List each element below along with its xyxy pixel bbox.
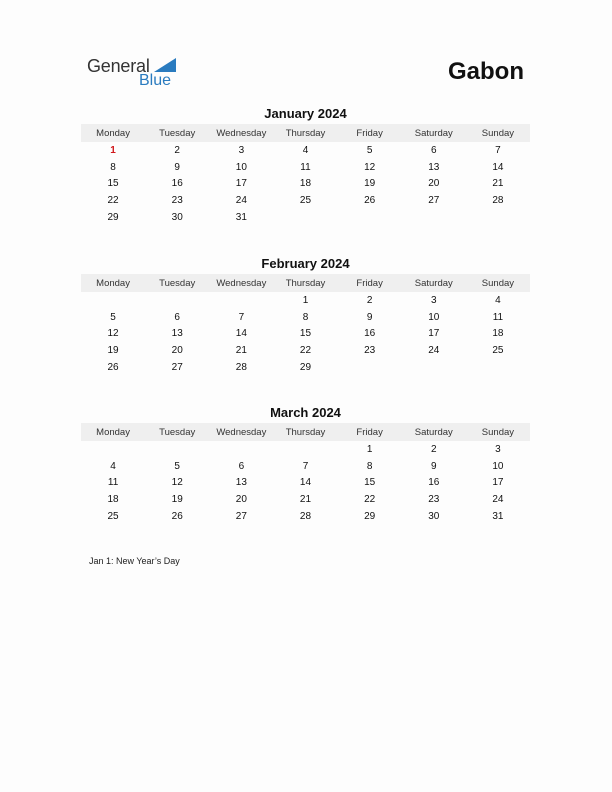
day-cell: 29 (299, 362, 312, 374)
day-cell: 26 (171, 511, 183, 523)
week-row (81, 159, 530, 176)
day-cell: 4 (302, 144, 309, 156)
month-february (81, 256, 530, 376)
month-title: March 2024 (270, 405, 341, 420)
day-cell: 11 (300, 161, 311, 173)
day-cell: 20 (235, 494, 247, 506)
day-cell: 24 (428, 345, 440, 357)
day-cell: 30 (171, 212, 183, 224)
day-cell: 28 (235, 362, 247, 374)
day-cell: 8 (110, 161, 116, 173)
day-cell: 16 (428, 477, 440, 489)
day-cell: 28 (299, 511, 312, 523)
day-cell: 27 (171, 362, 183, 374)
day-cell: 24 (235, 195, 247, 207)
day-cell: 13 (171, 328, 183, 340)
weekday-label: Sunday (481, 277, 515, 289)
day-cell: 7 (238, 311, 245, 323)
weekday-label: Monday (96, 277, 130, 289)
day-cell: 9 (366, 311, 373, 323)
day-cell: 9 (430, 460, 437, 472)
day-cell: 15 (364, 477, 376, 489)
day-cell: 27 (428, 195, 440, 207)
day-cell: 7 (495, 144, 501, 156)
weekday-label: Tuesday (159, 426, 196, 438)
weekday-header-row (81, 274, 530, 292)
day-cell: 11 (492, 311, 504, 323)
day-cell: 19 (107, 345, 119, 357)
weekday-label: Friday (356, 277, 383, 289)
weekday-label: Sunday (481, 127, 515, 139)
day-cell: 25 (492, 345, 504, 357)
day-cell: 31 (492, 511, 504, 523)
day-cell: 15 (107, 178, 119, 190)
weekday-header-row (81, 423, 530, 441)
day-cell: 6 (430, 144, 437, 156)
logo-blue-text: Blue (139, 72, 172, 89)
week-row (81, 491, 530, 508)
holiday-note: Jan 1: New Year’s Day (89, 556, 180, 566)
week-row (81, 508, 530, 525)
day-cell: 3 (495, 443, 501, 455)
day-cell: 26 (364, 195, 376, 207)
week-row (81, 475, 530, 492)
day-cell: 14 (299, 477, 312, 489)
day-cell: 5 (110, 311, 116, 323)
week-row (81, 192, 530, 209)
month-january (81, 106, 530, 226)
day-cell: 10 (428, 311, 440, 323)
weekday-label: Saturday (414, 277, 453, 289)
day-cell: 17 (235, 178, 247, 190)
brand-logo (87, 56, 187, 96)
day-cell: 21 (492, 178, 504, 190)
weekday-label: Thursday (285, 277, 326, 289)
day-cell: 12 (364, 161, 376, 173)
weekday-header-row (81, 124, 530, 142)
day-cell: 19 (171, 494, 183, 506)
day-cell: 23 (171, 195, 183, 207)
day-cell: 16 (364, 328, 376, 340)
day-cell: 1 (302, 294, 309, 306)
day-cell: 21 (235, 345, 247, 357)
day-cell: 18 (107, 494, 119, 506)
weekday-label: Saturday (414, 426, 453, 438)
weekday-label: Tuesday (159, 127, 196, 139)
weekday-label: Saturday (414, 127, 453, 139)
day-cell: 18 (299, 178, 312, 190)
day-cell: 7 (302, 460, 309, 472)
day-cell: 23 (428, 494, 440, 506)
day-cell: 13 (235, 477, 247, 489)
day-cell: 12 (107, 328, 119, 340)
day-cell: 25 (299, 195, 312, 207)
day-cell: 10 (235, 161, 247, 173)
weekday-label: Wednesday (216, 426, 267, 438)
day-cell: 22 (364, 494, 376, 506)
day-cell: 14 (235, 328, 247, 340)
day-cell: 22 (107, 195, 119, 207)
day-cell: 14 (492, 161, 504, 173)
day-cell: 2 (174, 144, 180, 156)
day-cell: 20 (428, 178, 440, 190)
week-row (81, 142, 530, 159)
day-cell: 17 (428, 328, 440, 340)
day-cell: 10 (492, 460, 504, 472)
day-cell: 27 (235, 511, 247, 523)
day-cell: 19 (364, 178, 376, 190)
day-cell: 6 (174, 311, 180, 323)
day-cell: 2 (366, 294, 373, 306)
day-cell: 1 (366, 443, 373, 455)
day-cell: 11 (107, 477, 119, 489)
day-cell: 28 (492, 195, 504, 207)
day-cell: 6 (238, 460, 245, 472)
logo-general-text: General (87, 56, 150, 76)
day-cell: 21 (299, 494, 312, 506)
day-cell: 8 (302, 311, 309, 323)
week-row (81, 359, 530, 376)
day-cell: 18 (492, 328, 504, 340)
week-row (81, 342, 530, 359)
day-cell: 29 (364, 511, 376, 523)
month-march (81, 405, 530, 525)
day-cell: 29 (107, 212, 119, 224)
day-cell: 2 (430, 443, 437, 455)
week-row (81, 458, 530, 475)
day-cell: 22 (299, 345, 312, 357)
day-cell: 4 (495, 294, 501, 306)
weekday-label: Monday (96, 426, 130, 438)
week-row (81, 309, 530, 326)
weekday-label: Tuesday (159, 277, 196, 289)
day-cell: 5 (174, 460, 180, 472)
day-cell: 4 (110, 460, 116, 472)
day-cell: 16 (171, 178, 183, 190)
country-title: Gabon (448, 58, 524, 85)
weekday-label: Sunday (481, 426, 515, 438)
holiday-day-cell: 1 (110, 144, 116, 156)
logo-triangle-icon (154, 58, 176, 72)
day-cell: 26 (107, 362, 119, 374)
weekday-label: Monday (96, 127, 130, 139)
day-cell: 8 (366, 460, 373, 472)
day-cell: 15 (299, 328, 312, 340)
day-cell: 3 (430, 294, 437, 306)
week-row (81, 292, 530, 309)
weekday-label: Friday (356, 127, 383, 139)
day-cell: 17 (492, 477, 504, 489)
day-cell: 20 (171, 345, 183, 357)
week-row (81, 441, 530, 458)
day-cell: 5 (366, 144, 373, 156)
weekday-label: Wednesday (216, 127, 267, 139)
day-cell: 30 (428, 511, 440, 523)
day-cell: 13 (428, 161, 440, 173)
week-row (81, 176, 530, 193)
week-row (81, 209, 530, 226)
day-cell: 9 (174, 161, 180, 173)
weekday-label: Friday (356, 426, 383, 438)
weekday-label: Thursday (285, 426, 326, 438)
month-title: February 2024 (261, 256, 350, 271)
day-cell: 24 (492, 494, 504, 506)
week-row (81, 326, 530, 343)
day-cell: 23 (364, 345, 376, 357)
day-cell: 3 (238, 144, 245, 156)
day-cell: 12 (171, 477, 183, 489)
weekday-label: Wednesday (216, 277, 267, 289)
day-cell: 25 (107, 511, 119, 523)
day-cell: 31 (235, 212, 247, 224)
weekday-label: Thursday (285, 127, 326, 139)
month-title: January 2024 (264, 106, 347, 121)
